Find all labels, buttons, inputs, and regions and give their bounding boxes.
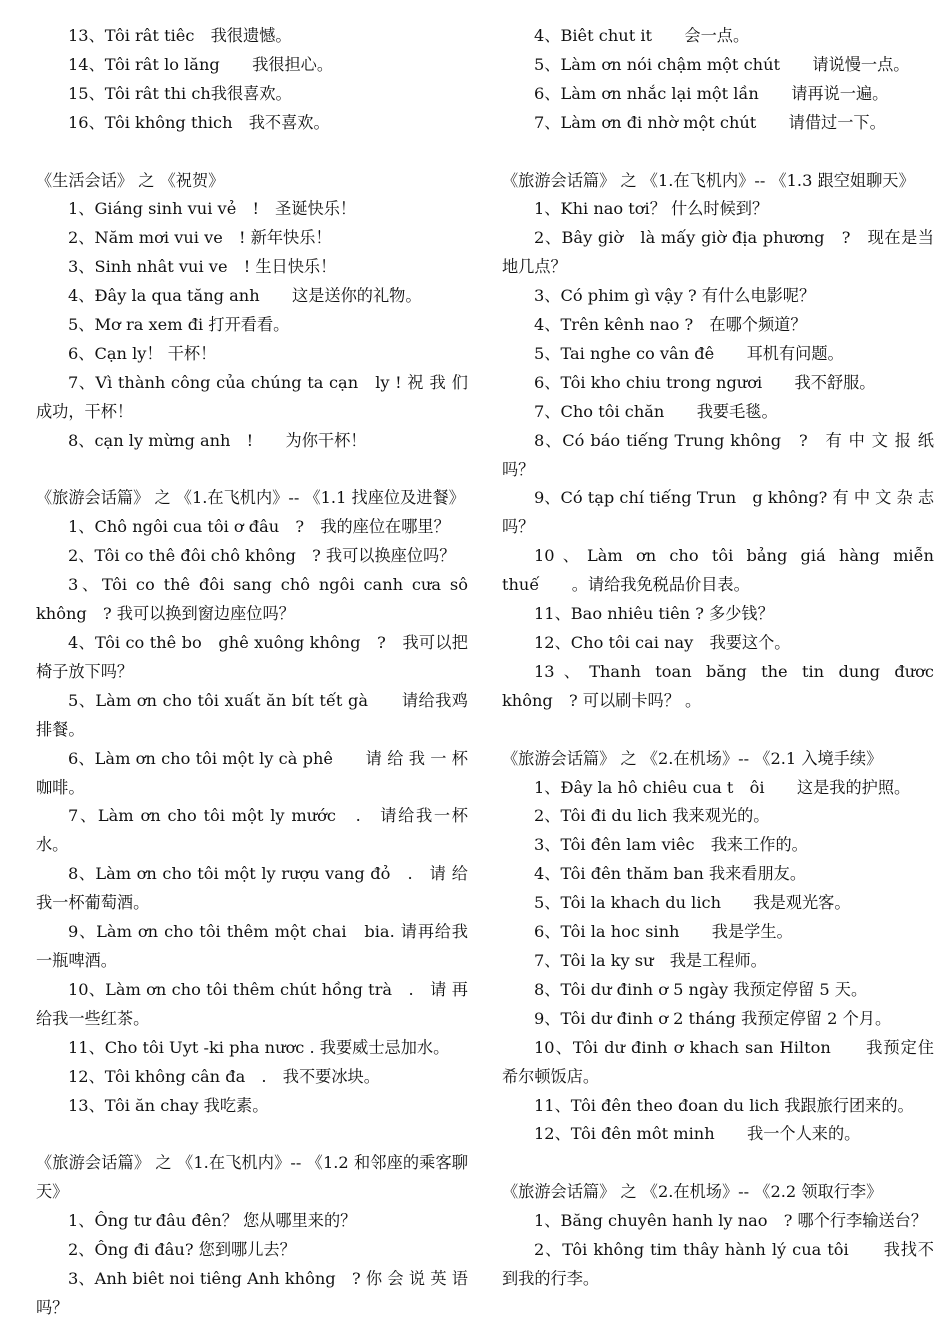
right-phrase-line: 4、Trên kênh nao ? 在哪个频道？ (534, 315, 807, 335)
left-section-heading: 《生活会话》 之 《祝贺》 (36, 170, 225, 190)
right-phrase-line: 11、Bao nhiêu tiên ? 多少钱？ (534, 604, 774, 624)
left-phrase-line: 14、Tôi rât lo lăng 我很担心。 (68, 54, 334, 74)
right-phrase-line: 13、Thanh toan băng the tin dung đươc không ? 可以刷卡吗？ 。 (502, 661, 934, 710)
right-phrase-line: 9、Có tạp chí tiếng Trun g không? 有 中 文 杂 志吗？ (502, 488, 935, 537)
left-phrase-line: 2、Tôi co thê đôi chô không ? 我可以换座位吗？ (68, 546, 456, 566)
right-phrase-line: 10、Làm ơn cho tôi bảng giá hàng miễn thuế 。请给我免税品价目表。 (502, 546, 934, 595)
left-phrase-line: 12、Tôi không cân đa . 我不要冰块。 (68, 1066, 380, 1086)
left-phrase-line: 13、Tôi rât tiêc 我很遗憾。 (68, 26, 292, 45)
right-phrase-line: 1、Đây la hô chiêu cua t ôi 这是我的护照。 (534, 777, 911, 797)
section-spacer (502, 1149, 934, 1178)
right-section-heading: 《旅游会话篇》 之 《2.在机场》-- 《2.1 入境手续》 (502, 748, 883, 768)
left-phrase-line: 2、Ông đi đâu? 您到哪儿去？ (68, 1240, 296, 1260)
right-phrase-line: 8、Có báo tiếng Trung không ? 有 中 文 报 纸吗？ (502, 430, 934, 479)
section-spacer (36, 138, 468, 167)
right-phrase-line: 2、Bây giờ là mấy giờ địa phương ? 现在是当地几点？ (502, 228, 934, 277)
section-spacer (502, 138, 934, 167)
left-phrase-line: 8、Làm ơn cho tôi một ly rượu vang đỏ . 请 给 我一杯葡萄酒。 (36, 864, 468, 913)
left-phrase-line: 5、Làm ơn cho tôi xuất ăn bít tết gà 请给我鸡排餐。 (36, 690, 468, 739)
right-phrase-line: 6、Làm ơn nhắc lại một lần 请再说一遍。 (534, 83, 889, 103)
right-phrase-line: 9、Tôi dư đinh ơ 2 tháng 我预定停留 2 个月。 (534, 1008, 892, 1028)
right-phrase-line: 5、Tai nghe co vân đê 耳机有问题。 (534, 343, 844, 363)
left-phrase-line: 15、Tôi rât thi ch我很喜欢。 (68, 83, 292, 103)
left-phrase-line: 1、Ông tư đâu đên？ 您从哪里来的？ (68, 1211, 357, 1231)
right-phrase-line: 1、Băng chuyên hanh ly nao ? 哪个行李输送台？ (534, 1211, 928, 1231)
left-phrase-line: 4、Tôi co thê bo ghê xuông không ? 我可以把椅子放下吗？ (36, 633, 468, 681)
right-phrase-line: 3、Có phim gì vậy ? 有什么电影呢？ (534, 286, 816, 306)
section-spacer (502, 716, 934, 745)
left-phrase-line: 1、Chô ngôi cua tôi ơ đâu ? 我的座位在哪里？ (68, 517, 450, 537)
left-phrase-line: 1、Giáng sinh vui vẻ ! 圣诞快乐！ (68, 199, 357, 219)
right-phrase-line: 6、Tôi la hoc sinh 我是学生。 (534, 922, 793, 942)
right-phrase-line: 5、Tôi la khach du lich 我是观光客。 (534, 893, 851, 913)
right-section-heading: 《旅游会话篇》 之 《1.在飞机内》-- 《1.3 跟空姐聊天》 (502, 170, 915, 190)
right-phrase-line: 5、Làm ơn nói chậm một chút 请说慢一点。 (534, 54, 910, 74)
right-phrase-line: 7、Cho tôi chăn 我要毛毯。 (534, 401, 778, 421)
left-phrase-line: 4、Đây la qua tăng anh 这是送你的礼物。 (68, 286, 422, 306)
right-phrase-line: 3、Tôi đên lam viêc 我来工作的。 (534, 835, 808, 855)
left-phrase-line: 7、Làm ơn cho tôi một ly mước . 请给我一杯水。 (36, 806, 468, 855)
right-phrase-line: 10、Tôi dư đinh ơ khach san Hilton 我预定住希尔顿饭店。 (502, 1037, 934, 1086)
left-phrase-line: 9、Làm ơn cho tôi thêm một chai bia. 请再给我一瓶啤酒。 (36, 922, 468, 970)
left-phrase-line: 6、Cạn ly！ 干杯！ (68, 343, 217, 363)
left-phrase-line: 16、Tôi không thich 我不喜欢。 (68, 112, 330, 132)
right-phrase-line: 4、Tôi đên thăm ban 我来看朋友。 (534, 864, 807, 884)
left-phrase-line: 3、Sinh nhât vui ve ! 生日快乐！ (68, 257, 337, 277)
right-column (502, 22, 934, 1294)
left-phrase-line: 8、cạn ly mừng anh ! 为你干杯！ (68, 430, 367, 450)
left-phrase-line: 3、Anh biêt noi tiêng Anh không ? 你 会 说 英 语吗？ (36, 1268, 468, 1317)
right-phrase-line: 2、Tôi không tim thây hành lý cua tôi 我找不到我的行李。 (502, 1240, 934, 1288)
left-phrase-line: 7、Vì thành công của chúng ta cạn ly ! 祝 我 们 成功，干杯！ (36, 372, 468, 421)
right-phrase-line: 12、Cho tôi cai nay 我要这个。 (534, 633, 791, 653)
section-spacer (36, 1120, 468, 1149)
section-spacer (36, 456, 468, 485)
right-phrase-line: 6、Tôi kho chiu trong ngươi 我不舒服。 (534, 372, 876, 392)
left-phrase-line: 10、Làm ơn cho tôi thêm chút hồng trà . 请 再 给我一些红茶。 (36, 979, 468, 1028)
right-phrase-line: 4、Biêt chut it 会一点。 (534, 26, 750, 45)
right-phrase-line: 1、Khi nao tơi？ 什么时候到？ (534, 199, 769, 219)
left-phrase-line: 13、Tôi ăn chay 我吃素。 (68, 1095, 269, 1115)
left-phrase-line: 2、Năm mơi vui ve ! 新年快乐！ (68, 228, 332, 248)
left-column (36, 22, 468, 1323)
left-phrase-line: 3、Tôi co thê đôi sang chô ngôi canh cưa sô không ? 我可以换到窗边座位吗？ (36, 575, 468, 624)
left-section-heading: 《旅游会话篇》 之 《1.在飞机内》-- 《1.2 和邻座的乘客聊天》 (36, 1153, 468, 1202)
right-phrase-line: 11、Tôi đên theo đoan du lich 我跟旅行团来的。 (534, 1095, 914, 1115)
left-phrase-line: 11、Cho tôi Uyt -ki pha nươc . 我要威士忌加水。 (68, 1037, 450, 1057)
right-phrase-line: 2、Tôi đi du lich 我来观光的。 (534, 806, 770, 826)
right-phrase-line: 8、Tôi dư đinh ơ 5 ngày 我预定停留 5 天。 (534, 979, 868, 999)
right-section-heading: 《旅游会话篇》 之 《2.在机场》-- 《2.2 领取行李》 (502, 1182, 883, 1202)
right-phrase-line: 7、Làm ơn đi nhờ một chút 请借过一下。 (534, 112, 886, 132)
right-phrase-line: 7、Tôi la ky sư 我是工程师。 (534, 950, 767, 970)
right-phrase-line: 12、Tôi đên môt minh 我一个人来的。 (534, 1124, 861, 1144)
left-section-heading: 《旅游会话篇》 之 《1.在飞机内》-- 《1.1 找座位及进餐》 (36, 488, 465, 508)
left-phrase-line: 6、Làm ơn cho tôi một ly cà phê 请 给 我 一 杯 咖啡。 (36, 748, 468, 797)
left-phrase-line: 5、Mơ ra xem đi 打开看看。 (68, 315, 290, 335)
